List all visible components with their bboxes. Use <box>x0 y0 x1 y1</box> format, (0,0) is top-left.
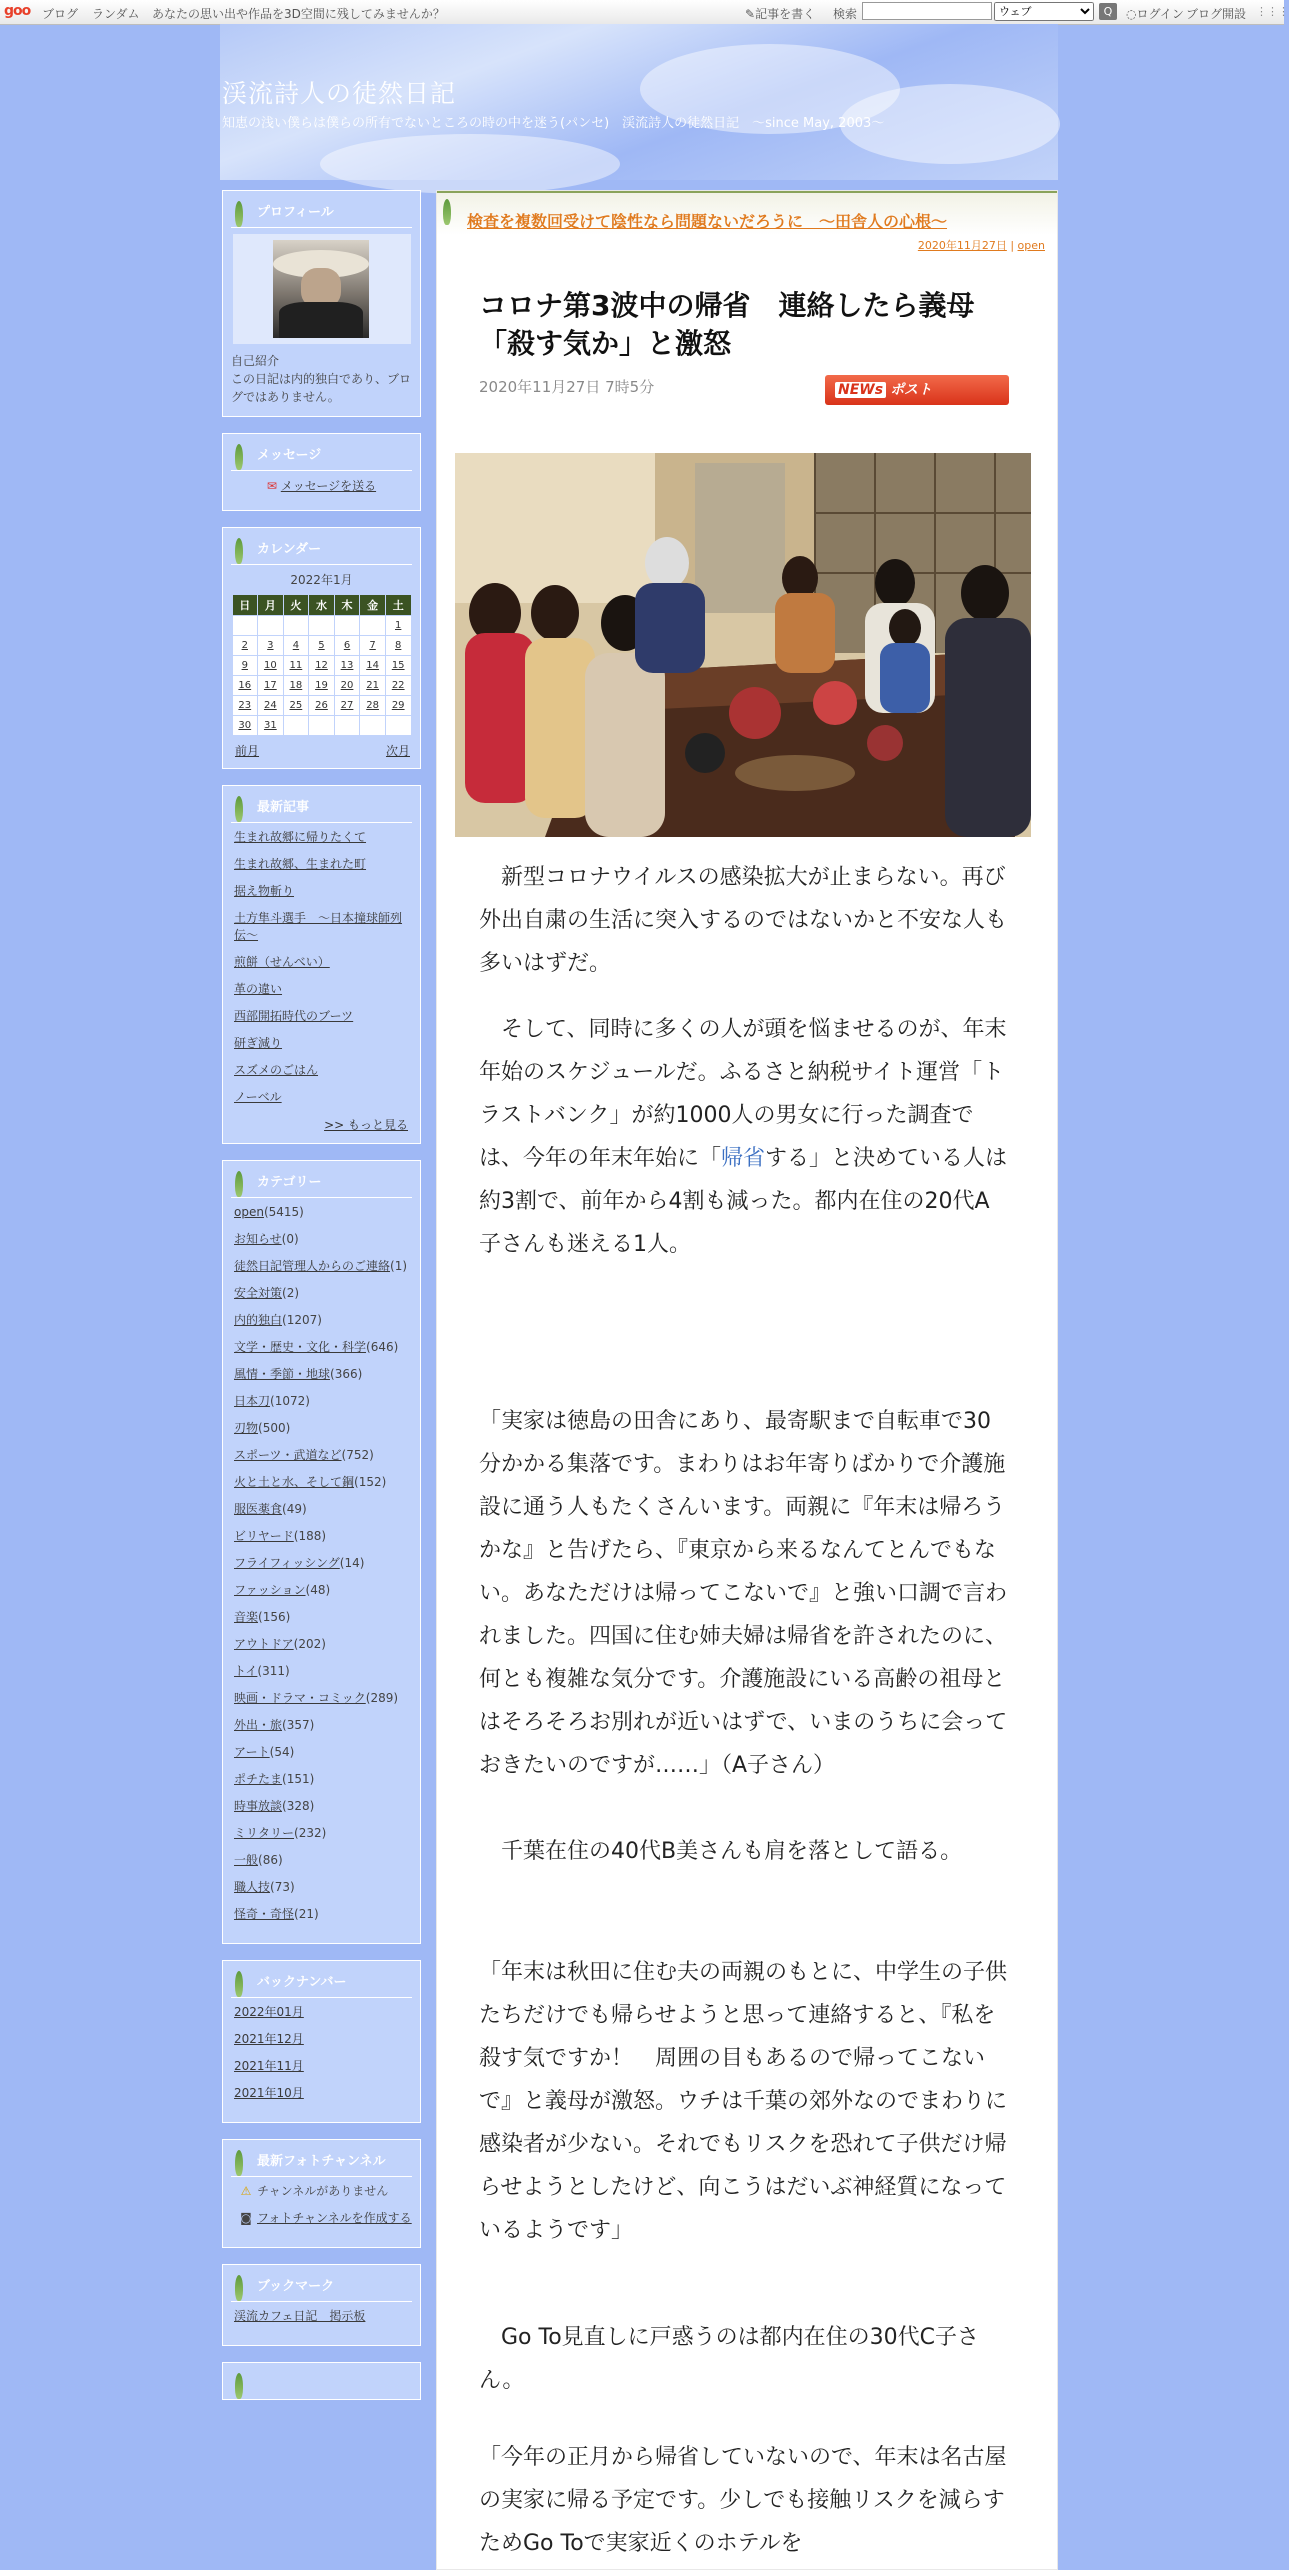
post-meta: 2020年11月27日 | open <box>917 239 1045 252</box>
calendar-day[interactable]: 9 <box>232 656 258 676</box>
recent-post-link[interactable]: 研ぎ減り <box>234 1036 283 1050</box>
calendar-empty <box>309 616 335 636</box>
category-link[interactable]: 刃物 <box>234 1421 259 1435</box>
category-count: (646) <box>366 1340 399 1354</box>
search-icon: Q <box>1103 5 1113 18</box>
category-count: (357) <box>282 1718 315 1732</box>
calendar-empty <box>360 716 386 736</box>
mail-icon: ✉ <box>266 479 277 493</box>
photochannel-heading: 最新フォトチャンネル <box>231 2146 412 2177</box>
category-count: (202) <box>293 1637 326 1651</box>
bookmark-heading: ブックマーク <box>231 2271 412 2302</box>
calendar-day[interactable]: 21 <box>360 676 386 696</box>
category-item <box>234 1258 412 1275</box>
leaf-icon <box>235 2150 243 2176</box>
next-box-heading <box>231 2369 412 2400</box>
recent-post-link[interactable]: 西部開拓時代のブーツ <box>234 1009 354 1023</box>
calendar-weekday: 土 <box>385 595 411 616</box>
calendar-day[interactable]: 13 <box>334 656 360 676</box>
category-link[interactable]: 火と土と水、そして鋼 <box>234 1475 355 1489</box>
calendar-month: 2022年1月 <box>290 573 353 587</box>
categories-box <box>222 1160 421 1944</box>
category-count: (1072) <box>270 1394 310 1408</box>
category-count: (5415) <box>263 1205 304 1219</box>
write-article-link[interactable]: ✎記事を書く <box>745 7 816 21</box>
leaf-icon <box>235 1171 243 1197</box>
calendar-day[interactable]: 26 <box>309 696 335 716</box>
category-count: (366) <box>330 1367 363 1381</box>
calendar-day[interactable]: 20 <box>334 676 360 696</box>
cloud-decoration <box>320 134 620 194</box>
calendar-heading: カレンダー <box>231 534 412 565</box>
calendar-day[interactable]: 12 <box>309 656 335 676</box>
category-count: (151) <box>282 1772 315 1786</box>
category-count: (48) <box>305 1583 331 1597</box>
nav-blog[interactable]: ブログ <box>42 7 79 21</box>
category-count: (328) <box>282 1799 315 1813</box>
warning-icon: ⚠ <box>240 2184 252 2198</box>
camera-icon: ◙ <box>240 2211 252 2225</box>
calendar-day[interactable]: 16 <box>232 676 258 696</box>
category-item <box>234 1420 412 1437</box>
backnumber-heading: バックナンバー <box>231 1967 412 1998</box>
backnumber-link[interactable]: 2021年12月 <box>234 2032 304 2046</box>
article-paragraph: 「今年の正月から帰省していないので、年末は名古屋の実家に帰る予定です。少しでも接触リスクを減らすためGo Toで実家近くのホテルを <box>479 2445 1007 2556</box>
category-item <box>234 1852 412 1869</box>
category-count: (289) <box>365 1691 399 1705</box>
category-link[interactable]: ファッション <box>234 1583 306 1597</box>
calendar-day[interactable]: 22 <box>385 676 411 696</box>
search-label: 検索 <box>833 7 858 21</box>
calendar-empty <box>334 616 360 636</box>
category-link[interactable]: アウトドア <box>234 1637 294 1651</box>
category-item <box>234 1582 412 1599</box>
calendar-day[interactable]: 27 <box>334 696 360 716</box>
next-box <box>222 2362 421 2400</box>
bookmark-box <box>222 2264 421 2346</box>
photochannel-box <box>222 2139 421 2248</box>
category-count: (232) <box>294 1826 327 1840</box>
category-link[interactable]: 時事放談 <box>234 1799 283 1813</box>
bookmark-link[interactable]: 渓流カフェ日記 掲示板 <box>234 2309 366 2323</box>
recent-posts-box <box>222 785 421 1144</box>
calendar-day[interactable]: 5 <box>309 636 335 656</box>
post-date-link[interactable]: 2020年11月27日 <box>917 239 1007 252</box>
goo-logo[interactable]: goo <box>4 3 31 19</box>
leaf-icon <box>235 538 243 564</box>
category-link[interactable]: トイ <box>234 1664 258 1678</box>
calendar-day[interactable]: 25 <box>283 696 309 716</box>
leaf-icon <box>235 2373 243 2399</box>
article-paragraph: 新型コロナウイルスの感染拡大が止まらない。再び外出自粛の生活に突入するのではないかと不安な人も多いはずだ。 <box>479 865 1008 976</box>
search-input[interactable] <box>862 2 992 20</box>
apps-grid-icon[interactable]: ⋮⋮⋮ <box>1256 5 1289 18</box>
backnumber-link[interactable]: 2022年01月 <box>234 2005 304 2019</box>
leaf-icon <box>235 796 243 822</box>
backnumber-link[interactable]: 2021年10月 <box>234 2086 304 2100</box>
post-title-link[interactable]: 検査を複数回受けて陰性なら問題ないだろうに ～田舎人の心根～ <box>467 212 948 231</box>
calendar-day[interactable]: 2 <box>232 636 258 656</box>
leaf-icon <box>443 199 451 225</box>
recent-post-link[interactable]: ノーベル <box>234 1090 282 1104</box>
category-item <box>234 1204 412 1221</box>
nav-3d-promo[interactable]: あなたの思い出や作品を3D空間に残してみませんか？ <box>152 7 445 21</box>
recent-post-link[interactable]: 生まれ故郷に帰りたくて <box>234 830 367 844</box>
calendar-day[interactable]: 7 <box>360 636 386 656</box>
category-link[interactable]: ミリタリー <box>234 1826 295 1840</box>
article-paragraph: Go To見直しに戸惑うのは都内在住の30代C子さん。 <box>479 2325 980 2393</box>
calendar-day[interactable]: 10 <box>258 656 284 676</box>
message-box <box>222 433 421 511</box>
recent-post-link[interactable]: スズメのごはん <box>234 1063 319 1077</box>
calendar-empty <box>283 716 309 736</box>
calendar-weekday: 月 <box>258 595 284 616</box>
profile-intro-link[interactable]: 自己紹介 <box>231 354 280 368</box>
categories-heading: カテゴリー <box>231 1167 412 1198</box>
calendar-weekday: 木 <box>334 595 360 616</box>
category-item <box>234 1717 412 1734</box>
leaf-icon <box>235 2275 243 2301</box>
calendar-next-link[interactable]: 次月 <box>385 744 410 758</box>
calendar-day[interactable]: 11 <box>283 656 309 676</box>
category-link[interactable]: フライフィッシング <box>234 1556 340 1570</box>
site-subtitle: 知恵の浅い僕らは僕らの所有でないところの時の中を迷う(パンセ) 渓流詩人の徒然日記 ～since May, 2003～ <box>222 116 885 131</box>
category-item <box>234 1474 412 1491</box>
category-link[interactable]: 内的独白 <box>234 1313 283 1327</box>
news-post-logo: NEWs ポスト <box>825 375 1009 405</box>
category-item <box>234 1825 412 1842</box>
open-blog-link[interactable]: ブログ開設 <box>1186 7 1247 21</box>
calendar-empty <box>309 716 335 736</box>
category-count: (73) <box>270 1880 295 1894</box>
profile-heading: プロフィール <box>231 197 412 228</box>
category-link[interactable]: 服医薬食 <box>234 1502 283 1516</box>
category-link[interactable]: 職人技 <box>234 1880 271 1894</box>
calendar-day[interactable]: 3 <box>258 636 284 656</box>
category-count: (86) <box>258 1853 283 1867</box>
calendar-weekday: 金 <box>360 595 386 616</box>
category-item <box>234 1339 412 1356</box>
category-link[interactable]: スポーツ・武道など <box>234 1448 342 1462</box>
search-button[interactable] <box>1099 3 1117 20</box>
category-item <box>234 1393 412 1410</box>
category-item <box>234 1879 412 1896</box>
recent-post-link[interactable]: 土方隼斗選手 ～日本撞球師列伝～ <box>234 911 403 942</box>
category-count: (1) <box>390 1259 408 1273</box>
leaf-icon <box>235 201 243 227</box>
recent-post-link[interactable]: 据え物斬り <box>234 884 295 898</box>
search-scope-select[interactable] <box>994 2 1094 21</box>
category-link[interactable]: 徒然日記管理人からのご連絡 <box>234 1259 391 1273</box>
create-photochannel-link[interactable]: フォトチャンネルを作成する <box>257 2211 412 2225</box>
category-item <box>234 1798 412 1815</box>
leaf-icon <box>235 444 243 470</box>
recent-post-link[interactable]: 革の違い <box>234 982 283 996</box>
sidebar <box>222 190 421 2416</box>
site-title[interactable]: 渓流詩人の徒然日記 <box>222 79 457 108</box>
category-count: (49) <box>282 1502 307 1516</box>
calendar-day[interactable]: 17 <box>258 676 284 696</box>
category-item <box>234 1744 412 1761</box>
category-link[interactable]: 安全対策 <box>234 1286 283 1300</box>
category-item <box>234 1636 412 1653</box>
message-heading: メッセージ <box>231 440 412 471</box>
calendar-day[interactable]: 1 <box>385 616 411 636</box>
category-count: (2) <box>282 1286 300 1300</box>
calendar-day[interactable]: 30 <box>232 716 258 736</box>
category-item <box>234 1663 412 1680</box>
calendar-prev-link[interactable]: 前月 <box>235 744 260 758</box>
calendar-weekday: 火 <box>283 595 309 616</box>
category-link[interactable]: 外出・旅 <box>234 1718 283 1732</box>
category-link[interactable]: ポチたま <box>234 1772 283 1786</box>
calendar-day[interactable]: 28 <box>360 696 386 716</box>
article-paragraph: そして、同時に多くの人が頭を悩ませるのが、年末年始のスケジュールだ。ふるさと納税サイト運営「トラストバンク」が約1000人の男女に行った調査では、今年の年末年始に「帰省する」と決めている人は約3割で、前年から4割も減った。都内在住の20代A子さんも迷える1人。 <box>479 1017 1008 1257</box>
post-header <box>437 191 1057 235</box>
category-link[interactable]: 一般 <box>234 1853 259 1867</box>
calendar-empty <box>232 616 258 636</box>
category-count: (311) <box>257 1664 290 1678</box>
article-paragraph: 「実家は徳島の田舎にあり、最寄駅まで自転車で30分かかる集落です。まわりはお年寄りばかりで介護施設に通う人もたくさんいます。両親に『年末は帰ろうかな』と告げたら、『東京から来るなんてとんでもない。あなただけは帰ってこないで』と強い口調で言われました。四国に住む姉夫婦は帰省を許されたのに、何とも複雑な気分です。介護施設にいる高齢の祖母とはそろそろお別れが近いはずで、いまのうちに会っておきたいのですが……」（A子さん） <box>479 1409 1008 1778</box>
calendar-day[interactable]: 24 <box>258 696 284 716</box>
recent-post-link[interactable]: 煎餅（せんべい） <box>234 955 330 969</box>
user-icon: ◌ <box>1126 7 1137 21</box>
top-toolbar <box>0 0 1289 25</box>
calendar-day[interactable]: 29 <box>385 696 411 716</box>
category-item <box>234 1285 412 1302</box>
category-item <box>234 1771 412 1788</box>
calendar-day[interactable]: 18 <box>283 676 309 696</box>
category-item <box>234 1312 412 1329</box>
profile-box <box>222 190 421 417</box>
login-link[interactable]: ◌ログイン <box>1126 7 1184 21</box>
nav-random[interactable]: ランダム <box>92 7 140 21</box>
category-count: (54) <box>269 1745 295 1759</box>
more-posts-link[interactable]: >> もっと見る <box>324 1118 408 1132</box>
calendar-day[interactable]: 4 <box>283 636 309 656</box>
calendar-day[interactable]: 6 <box>334 636 360 656</box>
calendar-day[interactable]: 23 <box>232 696 258 716</box>
category-item <box>234 1501 412 1518</box>
category-count: (14) <box>339 1556 365 1570</box>
calendar-box <box>222 527 421 769</box>
article-title: コロナ第3波中の帰省 連絡したら義母「殺す気か」と激怒 <box>479 289 975 360</box>
category-count: (0) <box>281 1232 299 1246</box>
calendar-day[interactable]: 15 <box>385 656 411 676</box>
pencil-icon: ✎ <box>745 7 756 21</box>
calendar-day[interactable]: 14 <box>360 656 386 676</box>
article-paragraph: 「年末は秋田に住む夫の両親のもとに、中学生の子供たちだけでも帰らせようと思って連絡すると、『私を殺す気ですか！ 周囲の目もあるので帰ってこないで』と義母が激怒。ウチは千葉の郊外なのでまわりに感染者が少ない。それでもリスクを恐れて子供だけ帰らせようとしたけど、向こうはだいぶ神経質になっているようです」 <box>479 1960 1008 2243</box>
category-link[interactable]: アート <box>234 1745 270 1759</box>
category-item <box>234 1609 412 1626</box>
category-link[interactable]: お知らせ <box>234 1232 282 1246</box>
recent-posts-heading: 最新記事 <box>231 792 412 823</box>
calendar-day[interactable]: 31 <box>258 716 284 736</box>
no-channel-text: チャンネルがありません <box>257 2184 389 2198</box>
category-link[interactable]: open <box>234 1205 264 1219</box>
category-count: (752) <box>341 1448 374 1462</box>
category-item <box>234 1690 412 1707</box>
blog-header <box>220 24 1058 180</box>
calendar-weekday: 水 <box>309 595 335 616</box>
category-item <box>234 1906 412 1923</box>
category-count: (152) <box>354 1475 387 1489</box>
category-item <box>234 1555 412 1572</box>
post-category-link[interactable]: open <box>1017 239 1045 252</box>
category-item <box>234 1366 412 1383</box>
category-link[interactable]: ビリヤード <box>234 1529 294 1543</box>
category-item <box>234 1231 412 1248</box>
calendar-weekday: 日 <box>232 595 258 616</box>
main-content <box>436 190 1058 2570</box>
category-link[interactable]: 日本刀 <box>234 1394 271 1408</box>
article-date: 2020年11月27日 7時5分 <box>479 378 655 396</box>
calendar-empty <box>334 716 360 736</box>
category-link[interactable]: 風情・季節・地球 <box>234 1367 331 1381</box>
category-link[interactable]: 映画・ドラマ・コミック <box>234 1691 366 1705</box>
calendar-empty <box>283 616 309 636</box>
leaf-icon <box>235 1971 243 1997</box>
backnumber-link[interactable]: 2021年11月 <box>234 2059 304 2073</box>
calendar-empty <box>385 716 411 736</box>
calendar-day[interactable]: 8 <box>385 636 411 656</box>
category-count: (156) <box>258 1610 291 1624</box>
article-photo <box>455 453 1031 837</box>
category-link[interactable]: 音楽 <box>234 1610 259 1624</box>
category-count: (188) <box>293 1529 327 1543</box>
category-count: (21) <box>294 1907 319 1921</box>
recent-post-link[interactable]: 生まれ故郷、生まれた町 <box>234 857 367 871</box>
category-count: (500) <box>258 1421 291 1435</box>
category-item <box>234 1447 412 1464</box>
calendar-table <box>232 594 412 736</box>
category-item <box>234 1528 412 1545</box>
calendar-empty <box>360 616 386 636</box>
category-link[interactable]: 怪奇・奇怪 <box>234 1907 295 1921</box>
calendar-empty <box>258 616 284 636</box>
profile-text: この日記は内的独白であり、ブログではありません。 <box>231 372 412 404</box>
avatar[interactable] <box>233 234 411 344</box>
category-count: (1207) <box>282 1313 322 1327</box>
keyword-link[interactable]: 帰省 <box>721 1146 766 1171</box>
article-paragraph: 千葉在住の40代B美さんも肩を落として語る。 <box>479 1839 963 1864</box>
backnumber-box <box>222 1960 421 2123</box>
send-message-link[interactable]: メッセージを送る <box>280 479 377 493</box>
calendar-day[interactable]: 19 <box>309 676 335 696</box>
category-link[interactable]: 文学・歴史・文化・科学 <box>234 1340 367 1354</box>
